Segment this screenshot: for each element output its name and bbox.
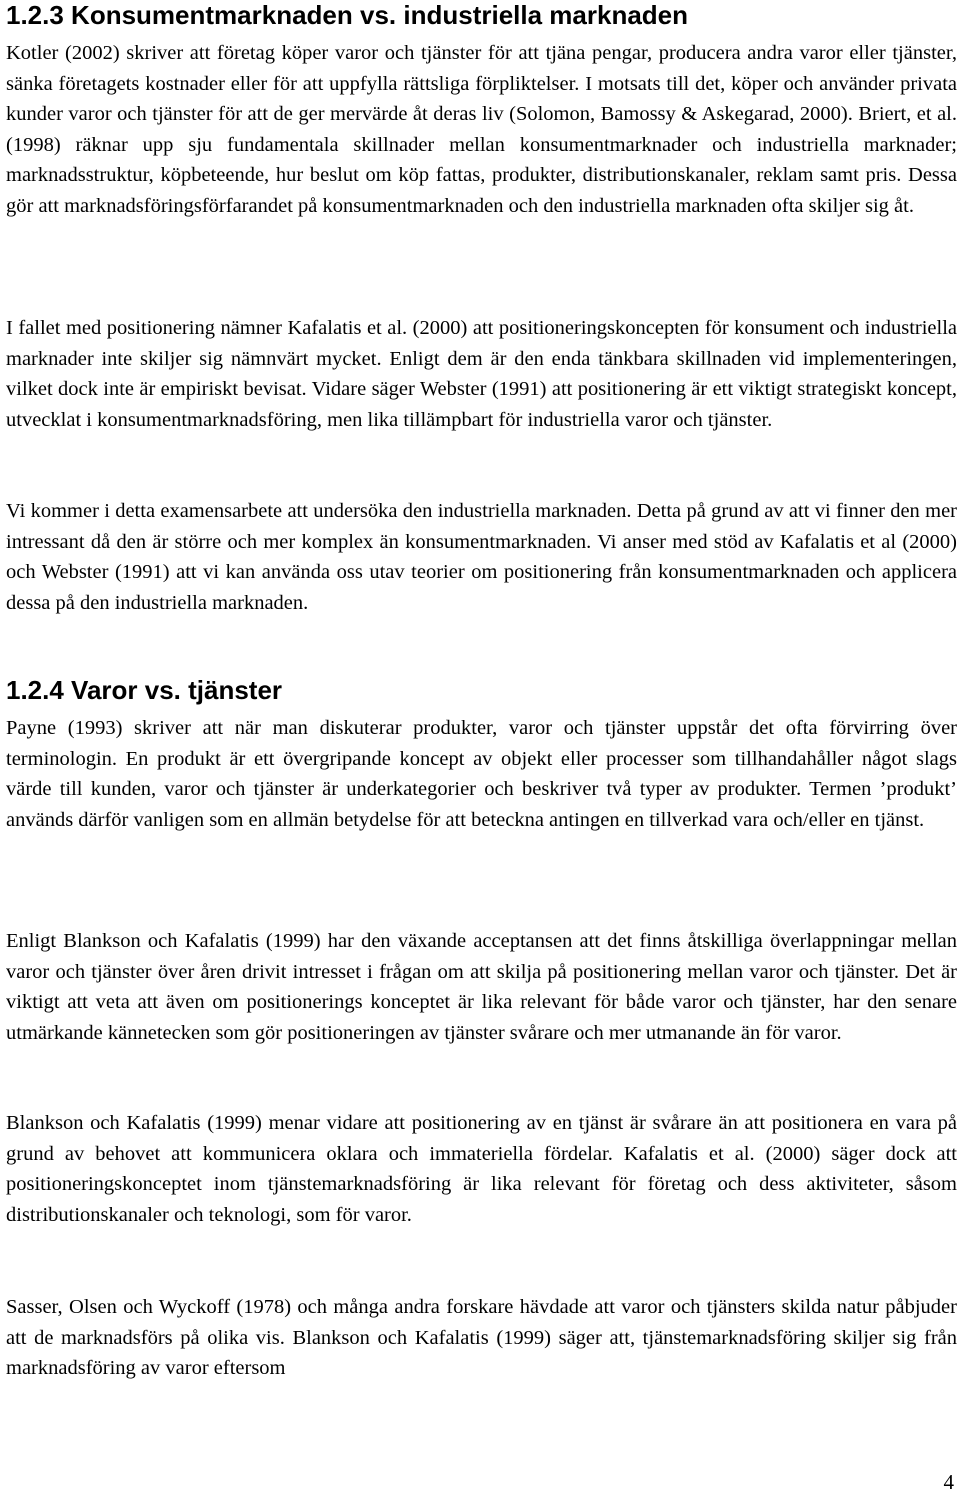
paragraph-examensarbete: Vi kommer i detta examensarbete att undersöka den industriella marknaden. Detta på grund av att vi finner den mer intressant då den är större och mer komplex än konsumentmarknaden. Vi anser med stöd av Kafalatis et al (2000) och Webster (1991) att vi kan använda oss utav teorier om positionering från konsumentmarknaden och applicera dessa på den industriella marknaden. — [6, 500, 957, 614]
paragraph-payne: Payne (1993) skriver att när man diskuterar produkter, varor och tjänster uppstår det ofta förvirring över terminologin. En produkt är ett övergripande koncept av objekt eller processer som tillhandahåller något slags värde till kunden, varor och tjänster är underkategorier och beskriver två typer av produkter. Termen ’produkt’ används därför vanligen som en allmän betydelse för att beteckna antingen en tillverkad vara och/eller en tjänst. — [6, 717, 957, 831]
paragraph-blankson-kafalatis-2: Blankson och Kafalatis (1999) menar vidare att positionering av en tjänst är svårare än att positionera en vara på grund av behovet att kommunicera oklara och immateriella fördelar. Kafalatis et al. (2000) säger dock att positioneringskonceptet inom tjänstemarknadsföring är lika relevant för företag och dess aktiviteter, såsom distributionskanaler och teknologi, som för varor. — [6, 1112, 957, 1226]
page-number: 4 — [943, 1470, 954, 1494]
paragraph-positionering-kafalatis: I fallet med positionering nämner Kafalatis et al. (2000) att positioneringskoncepten för konsument och industriella marknader inte skiljer sig nämnvärt mycket. Enligt dem är den enda tänkbara skillnaden vid implementeringen, vilket dock inte är empiriskt bevisat. Vidare säger Webster (1991) att positionering är ett viktigt strategiskt koncept, utvecklat i konsumentmarknadsföring, men lika tillämpbart för industriella varor och tjänster. — [6, 317, 957, 431]
section-heading-konsumentmarknaden: 1.2.3 Konsumentmarknaden vs. industriella marknaden — [6, 0, 689, 30]
paragraph-sasser: Sasser, Olsen och Wyckoff (1978) och många andra forskare hävdade att varor och tjänsters skilda natur påbjuder att de marknadsförs på olika vis. Blankson och Kafalatis (1999) säger att, tjänstemarknadsföring skiljer sig från marknadsföring av varor eftersom — [6, 1296, 957, 1380]
section-heading-varor-tjanster: 1.2.4 Varor vs. tjänster — [6, 675, 283, 705]
paragraph-blankson-kafalatis-1: Enligt Blankson och Kafalatis (1999) har den växande acceptansen att det finns åtskilliga överlappningar mellan varor och tjänster över åren drivit intresset i frågan om att skilja på positionering mellan varor och tjänster. Det är viktigt att veta att även om positionerings konceptet är lika relevant för både varor och tjänster, har den senare utmärkande kännetecken som gör positioneringen av tjänster svårare och mer utmanande än för varor. — [6, 930, 957, 1044]
paragraph-kotler: Kotler (2002) skriver att företag köper varor och tjänster för att tjäna pengar, producera andra varor eller tjänster, sänka företagets kostnader eller för att uppfylla rättsliga förpliktelser. I motsats till det, köper och använder privata kunder varor och tjänster för att de ger mervärde åt deras liv (Solomon, Bamossy & Askegarad, 2000). Briert, et al. (1998) räknar upp sju fundamentala skillnader mellan konsumentmarknader och industriella marknader; marknadsstruktur, köpbeteende, hur beslut om köp fattas, produkter, distributionskanaler, reklam samt pris. Dessa gör att marknadsföringsförfarandet på konsumentmarknaden och den industriella marknaden ofta skiljer sig åt. — [6, 42, 957, 217]
